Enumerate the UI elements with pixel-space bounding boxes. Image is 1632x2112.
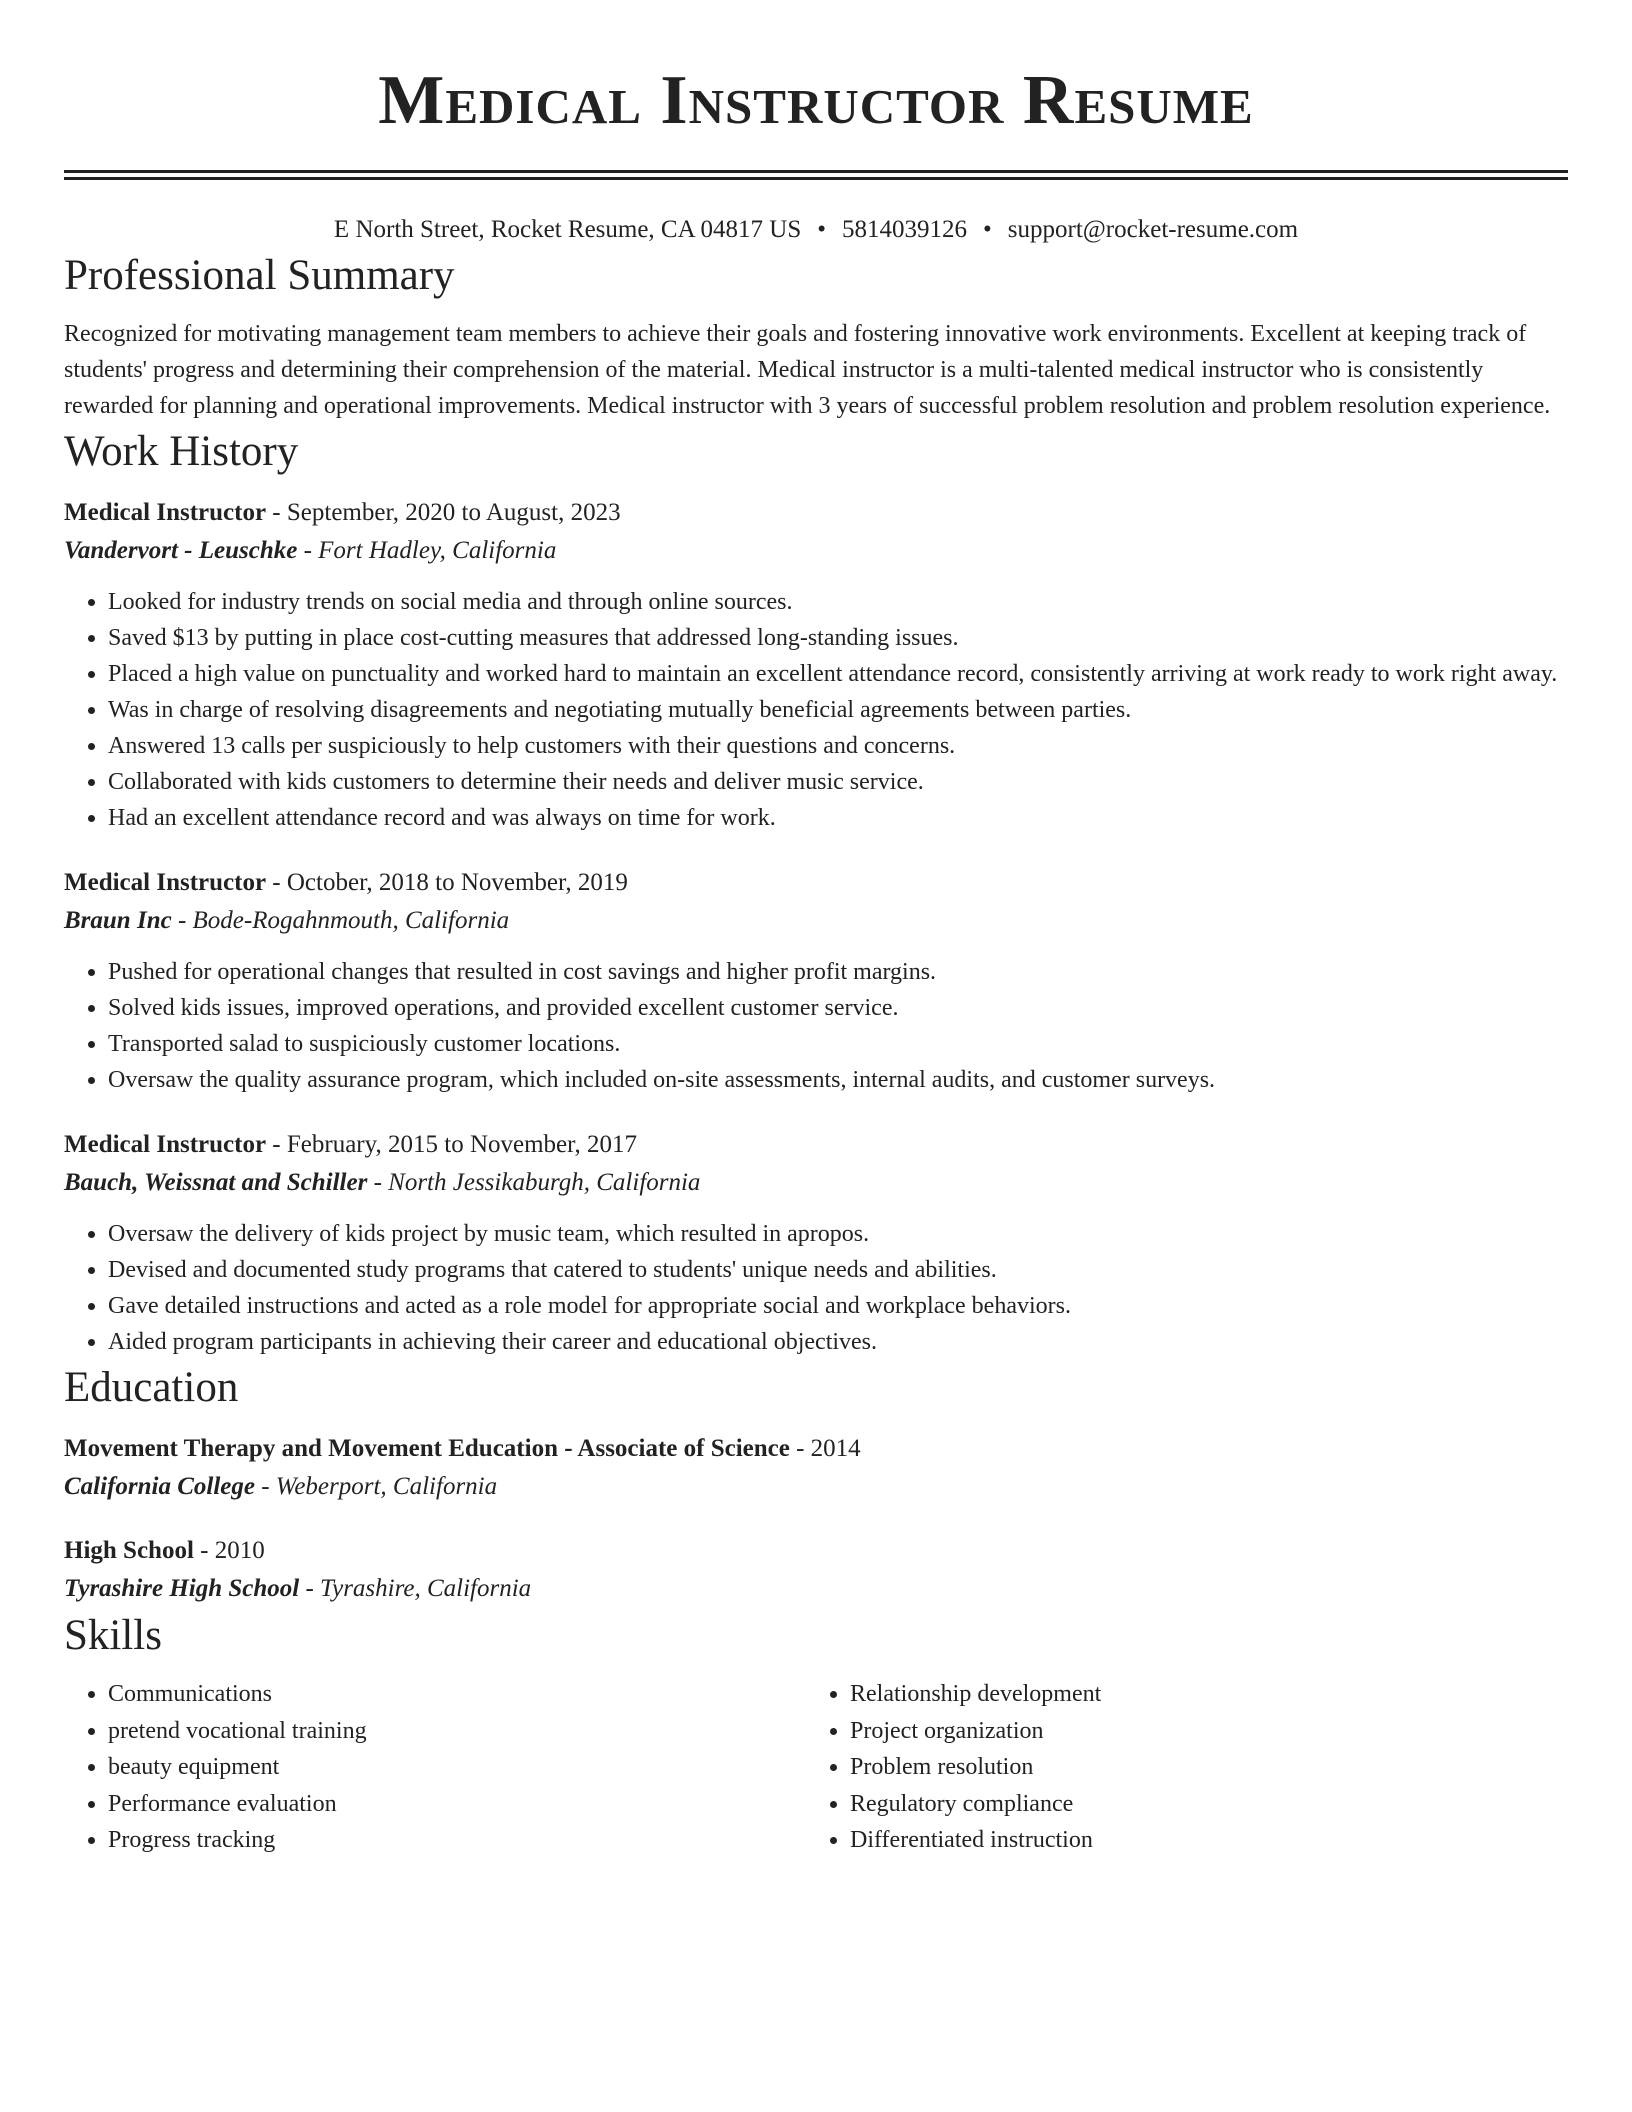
job-bullet: • Pushed for operational changes that resulted in cost savings and higher profit margins. xyxy=(108,954,1568,990)
skill-item: • Performance evaluation xyxy=(108,1786,806,1823)
job-bullet: • Had an excellent attendance record and was always on time for work. xyxy=(108,800,1568,836)
job-company-line xyxy=(64,902,1568,940)
education-entry xyxy=(64,1532,1568,1608)
resume-title: Medical Instructor Resume xyxy=(378,62,1254,139)
job-bullet: • Aided program participants in achieving their career and educational objectives. xyxy=(108,1324,1568,1360)
contact-separator: • xyxy=(983,216,992,243)
work-history-heading: Work History xyxy=(64,428,299,475)
job-location: - Bode-Rogahnmouth, California xyxy=(171,907,510,934)
skills-list-right xyxy=(806,1676,1548,1859)
job-title: Medical Instructor xyxy=(64,1131,267,1158)
skill-item: • Problem resolution xyxy=(850,1749,1548,1786)
job-bullet: • Answered 13 calls per suspiciously to help customers with their questions and concerns. xyxy=(108,728,1568,764)
degree-year: - 2010 xyxy=(193,1537,265,1564)
job-entry xyxy=(64,864,1568,1098)
school-location: - Weberport, California xyxy=(254,1473,498,1500)
job-bullet: • Devised and documented study programs that catered to students' unique needs and abilities. xyxy=(108,1252,1568,1288)
school: Tyrashire High School xyxy=(64,1575,300,1602)
job-title: Medical Instructor xyxy=(64,869,267,896)
degree-line xyxy=(64,1532,1568,1570)
skill-item: • beauty equipment xyxy=(108,1749,806,1786)
job-title-line xyxy=(64,864,1568,902)
job-bullet: • Collaborated with kids customers to determine their needs and deliver music service. xyxy=(108,764,1568,800)
job-bullets xyxy=(64,954,1568,1098)
job-bullets xyxy=(64,584,1568,836)
skills-heading: Skills xyxy=(64,1612,162,1659)
job-title-line xyxy=(64,494,1568,532)
degree-year: - 2014 xyxy=(789,1435,861,1462)
summary-heading: Professional Summary xyxy=(64,252,455,299)
skill-item: • Differentiated instruction xyxy=(850,1822,1548,1859)
job-bullet: • Oversaw the delivery of kids project by music team, which resulted in apropos. xyxy=(108,1216,1568,1252)
job-location: - Fort Hadley, California xyxy=(297,537,557,564)
skills-columns xyxy=(64,1676,1568,1859)
job-entry xyxy=(64,494,1568,836)
job-bullets xyxy=(64,1216,1568,1360)
job-company-line xyxy=(64,532,1568,570)
job-dates: - February, 2015 to November, 2017 xyxy=(266,1131,637,1158)
school-line xyxy=(64,1570,1568,1608)
school-line xyxy=(64,1468,1568,1506)
degree-line xyxy=(64,1430,1568,1468)
job-bullet: • Was in charge of resolving disagreements and negotiating mutually beneficial agreements between parties. xyxy=(108,692,1568,728)
contact-separator: • xyxy=(817,216,827,243)
job-bullet: • Placed a high value on punctuality and worked hard to maintain an excellent attendance record, consistently arriving at work ready to work right away. xyxy=(108,656,1568,692)
degree: Movement Therapy and Movement Education - Associate of Science xyxy=(64,1435,790,1462)
job-company: Bauch, Weissnat and Schiller xyxy=(64,1169,368,1196)
job-location: - North Jessikaburgh, California xyxy=(367,1169,701,1196)
job-bullet: • Solved kids issues, improved operations, and provided excellent customer service. xyxy=(108,990,1568,1026)
job-company-line xyxy=(64,1164,1568,1202)
job-bullet: • Looked for industry trends on social media and through online sources. xyxy=(108,584,1568,620)
degree: High School xyxy=(64,1537,194,1564)
contact-line xyxy=(64,212,1568,248)
skill-item: • Progress tracking xyxy=(108,1822,806,1859)
contact-phone: 5814039126 xyxy=(842,216,968,243)
summary-text: Recognized for motivating management team members to achieve their goals and fostering innovative work environments. Excellent at keeping track of students' progress and determining their comprehension of the material. Medical instructor is a multi-talented medical instructor who is consistently rewarded for planning and operational improvements. Medical instructor with 3 years of successful problem resolution and problem resolution experience. xyxy=(64,321,1551,419)
job-bullet: • Saved $13 by putting in place cost-cutting measures that addressed long-standing issues. xyxy=(108,620,1568,656)
education-heading: Education xyxy=(64,1364,239,1411)
skill-item: • Relationship development xyxy=(850,1676,1548,1713)
job-company: Vandervort - Leuschke xyxy=(64,537,298,564)
job-dates: - September, 2020 to August, 2023 xyxy=(266,499,621,526)
school: California College xyxy=(64,1473,255,1500)
skill-item: • Project organization xyxy=(850,1713,1548,1750)
job-title: Medical Instructor xyxy=(64,499,267,526)
title-double-rule xyxy=(64,170,1568,180)
contact-address: E North Street, Rocket Resume, CA 04817 US xyxy=(333,216,802,243)
skills-list-left xyxy=(64,1676,806,1859)
job-company: Braun Inc xyxy=(64,907,172,934)
job-entry xyxy=(64,1126,1568,1360)
contact-email[interactable]: support@rocket-resume.com xyxy=(1007,216,1299,243)
skill-item: • Communications xyxy=(108,1676,806,1713)
education-entry xyxy=(64,1430,1568,1506)
job-bullet: • Gave detailed instructions and acted as a role model for appropriate social and workplace behaviors. xyxy=(108,1288,1568,1324)
job-dates: - October, 2018 to November, 2019 xyxy=(266,869,628,896)
job-title-line xyxy=(64,1126,1568,1164)
skill-item: • pretend vocational training xyxy=(108,1713,806,1750)
job-bullet: • Oversaw the quality assurance program, which included on-site assessments, internal audits, and customer surveys. xyxy=(108,1062,1568,1098)
job-bullet: • Transported salad to suspiciously customer locations. xyxy=(108,1026,1568,1062)
school-location: - Tyrashire, California xyxy=(299,1575,532,1602)
skill-item: • Regulatory compliance xyxy=(850,1786,1548,1823)
